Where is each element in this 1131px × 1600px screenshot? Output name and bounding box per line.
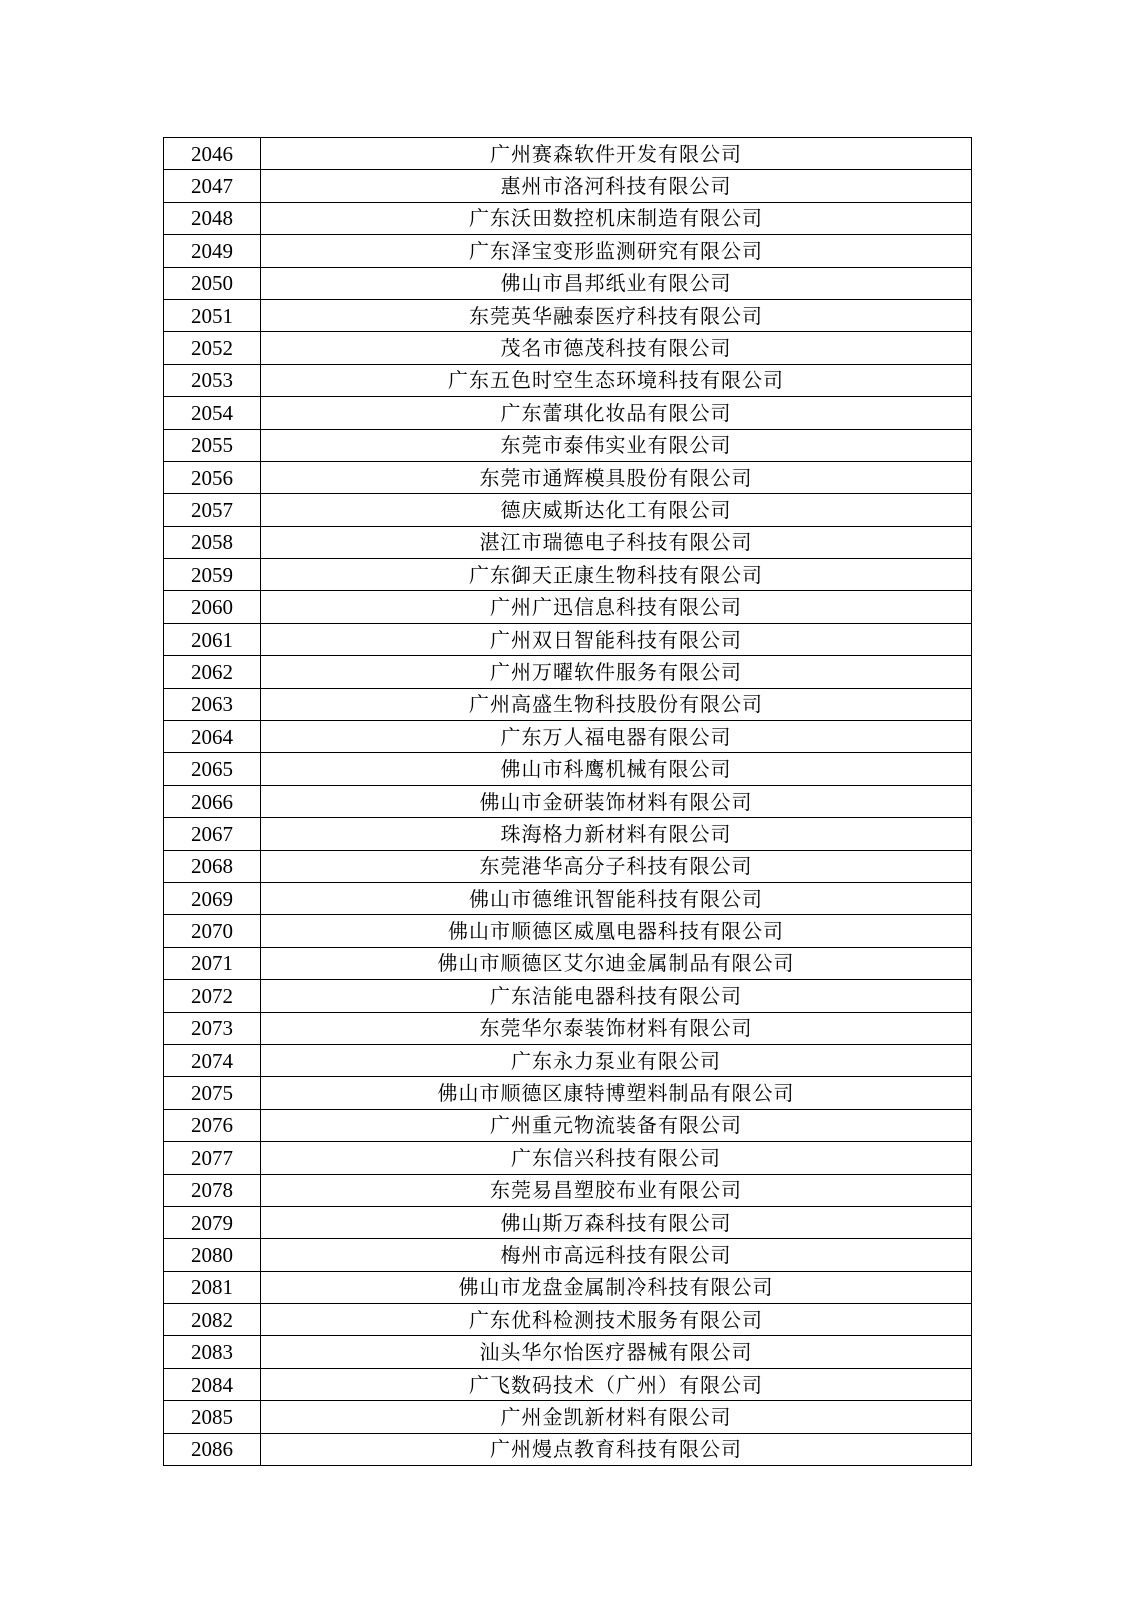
company-name: 广东优科检测技术服务有限公司 — [261, 1304, 972, 1336]
row-number: 2053 — [164, 364, 261, 396]
row-number: 2068 — [164, 850, 261, 882]
table-row — [164, 461, 972, 493]
company-name: 东莞易昌塑胶布业有限公司 — [261, 1174, 972, 1206]
row-number: 2058 — [164, 526, 261, 558]
company-name: 佛山市昌邦纸业有限公司 — [261, 267, 972, 299]
row-number: 2082 — [164, 1304, 261, 1336]
company-name: 广飞数码技术（广州）有限公司 — [261, 1368, 972, 1400]
table-row — [164, 170, 972, 202]
table-row — [164, 235, 972, 267]
table-row — [164, 397, 972, 429]
row-number: 2065 — [164, 753, 261, 785]
company-name: 广州高盛生物科技股份有限公司 — [261, 688, 972, 720]
table-row — [164, 1433, 972, 1465]
company-list-table — [163, 137, 972, 1466]
table-row — [164, 980, 972, 1012]
row-number: 2050 — [164, 267, 261, 299]
row-number: 2054 — [164, 397, 261, 429]
company-name: 东莞港华高分子科技有限公司 — [261, 850, 972, 882]
row-number: 2079 — [164, 1206, 261, 1238]
table-row — [164, 656, 972, 688]
row-number: 2063 — [164, 688, 261, 720]
row-number: 2051 — [164, 299, 261, 331]
company-name: 广东沃田数控机床制造有限公司 — [261, 202, 972, 234]
table-row — [164, 1109, 972, 1141]
company-name: 东莞英华融泰医疗科技有限公司 — [261, 299, 972, 331]
table-row — [164, 688, 972, 720]
company-name: 广州广迅信息科技有限公司 — [261, 591, 972, 623]
row-number: 2059 — [164, 559, 261, 591]
table-row — [164, 267, 972, 299]
row-number: 2074 — [164, 1044, 261, 1076]
table-row — [164, 1142, 972, 1174]
company-name: 佛山市龙盘金属制冷科技有限公司 — [261, 1271, 972, 1303]
table-row — [164, 299, 972, 331]
table-row — [164, 1239, 972, 1271]
row-number: 2061 — [164, 623, 261, 655]
table-row — [164, 1044, 972, 1076]
company-name: 广东蕾琪化妆品有限公司 — [261, 397, 972, 429]
table-row — [164, 429, 972, 461]
row-number: 2055 — [164, 429, 261, 461]
row-number: 2072 — [164, 980, 261, 1012]
table-row — [164, 753, 972, 785]
company-name: 汕头华尔怡医疗器械有限公司 — [261, 1336, 972, 1368]
company-name: 广州万曜软件服务有限公司 — [261, 656, 972, 688]
row-number: 2048 — [164, 202, 261, 234]
row-number: 2080 — [164, 1239, 261, 1271]
table-row — [164, 1206, 972, 1238]
row-number: 2081 — [164, 1271, 261, 1303]
row-number: 2075 — [164, 1077, 261, 1109]
company-name: 佛山市顺德区艾尔迪金属制品有限公司 — [261, 947, 972, 979]
company-name: 佛山斯万森科技有限公司 — [261, 1206, 972, 1238]
table-row — [164, 1174, 972, 1206]
company-name: 广东永力泵业有限公司 — [261, 1044, 972, 1076]
company-name: 广州赛森软件开发有限公司 — [261, 138, 972, 170]
row-number: 2066 — [164, 785, 261, 817]
company-name: 广东泽宝变形监测研究有限公司 — [261, 235, 972, 267]
company-name: 东莞市通辉模具股份有限公司 — [261, 461, 972, 493]
company-name: 广州重元物流装备有限公司 — [261, 1109, 972, 1141]
row-number: 2046 — [164, 138, 261, 170]
table-row — [164, 1368, 972, 1400]
row-number: 2069 — [164, 882, 261, 914]
company-name: 广东御天正康生物科技有限公司 — [261, 559, 972, 591]
row-number: 2057 — [164, 494, 261, 526]
table-row — [164, 721, 972, 753]
row-number: 2062 — [164, 656, 261, 688]
table-row — [164, 1012, 972, 1044]
row-number: 2060 — [164, 591, 261, 623]
company-name: 广东五色时空生态环境科技有限公司 — [261, 364, 972, 396]
row-number: 2067 — [164, 818, 261, 850]
table-row — [164, 1304, 972, 1336]
table-row — [164, 332, 972, 364]
company-name: 广东洁能电器科技有限公司 — [261, 980, 972, 1012]
table-row — [164, 818, 972, 850]
company-name: 惠州市洛河科技有限公司 — [261, 170, 972, 202]
company-name: 佛山市顺德区康特博塑料制品有限公司 — [261, 1077, 972, 1109]
table-row — [164, 559, 972, 591]
table-row — [164, 1336, 972, 1368]
company-name: 广东信兴科技有限公司 — [261, 1142, 972, 1174]
row-number: 2085 — [164, 1401, 261, 1433]
table-row — [164, 494, 972, 526]
company-name: 德庆威斯达化工有限公司 — [261, 494, 972, 526]
company-name: 佛山市金研装饰材料有限公司 — [261, 785, 972, 817]
row-number: 2064 — [164, 721, 261, 753]
company-name: 东莞华尔泰装饰材料有限公司 — [261, 1012, 972, 1044]
row-number: 2084 — [164, 1368, 261, 1400]
company-name: 东莞市泰伟实业有限公司 — [261, 429, 972, 461]
company-name: 佛山市顺德区威凰电器科技有限公司 — [261, 915, 972, 947]
company-name: 湛江市瑞德电子科技有限公司 — [261, 526, 972, 558]
table-row — [164, 1271, 972, 1303]
company-name: 广州双日智能科技有限公司 — [261, 623, 972, 655]
row-number: 2071 — [164, 947, 261, 979]
row-number: 2052 — [164, 332, 261, 364]
table-row — [164, 623, 972, 655]
table-row — [164, 526, 972, 558]
table-row — [164, 785, 972, 817]
table-row — [164, 915, 972, 947]
company-list-body — [164, 138, 972, 1466]
table-row — [164, 364, 972, 396]
table-row — [164, 850, 972, 882]
row-number: 2056 — [164, 461, 261, 493]
row-number: 2047 — [164, 170, 261, 202]
table-row — [164, 882, 972, 914]
company-name: 珠海格力新材料有限公司 — [261, 818, 972, 850]
table-row — [164, 1077, 972, 1109]
row-number: 2049 — [164, 235, 261, 267]
row-number: 2073 — [164, 1012, 261, 1044]
row-number: 2070 — [164, 915, 261, 947]
table-row — [164, 1401, 972, 1433]
row-number: 2077 — [164, 1142, 261, 1174]
table-row — [164, 202, 972, 234]
table-row — [164, 591, 972, 623]
company-name: 广州金凯新材料有限公司 — [261, 1401, 972, 1433]
row-number: 2078 — [164, 1174, 261, 1206]
company-name: 茂名市德茂科技有限公司 — [261, 332, 972, 364]
table-row — [164, 138, 972, 170]
row-number: 2086 — [164, 1433, 261, 1465]
company-name: 佛山市德维讯智能科技有限公司 — [261, 882, 972, 914]
company-name: 佛山市科鹰机械有限公司 — [261, 753, 972, 785]
company-name: 广州熳点教育科技有限公司 — [261, 1433, 972, 1465]
company-name: 梅州市高远科技有限公司 — [261, 1239, 972, 1271]
row-number: 2076 — [164, 1109, 261, 1141]
row-number: 2083 — [164, 1336, 261, 1368]
company-name: 广东万人福电器有限公司 — [261, 721, 972, 753]
table-row — [164, 947, 972, 979]
